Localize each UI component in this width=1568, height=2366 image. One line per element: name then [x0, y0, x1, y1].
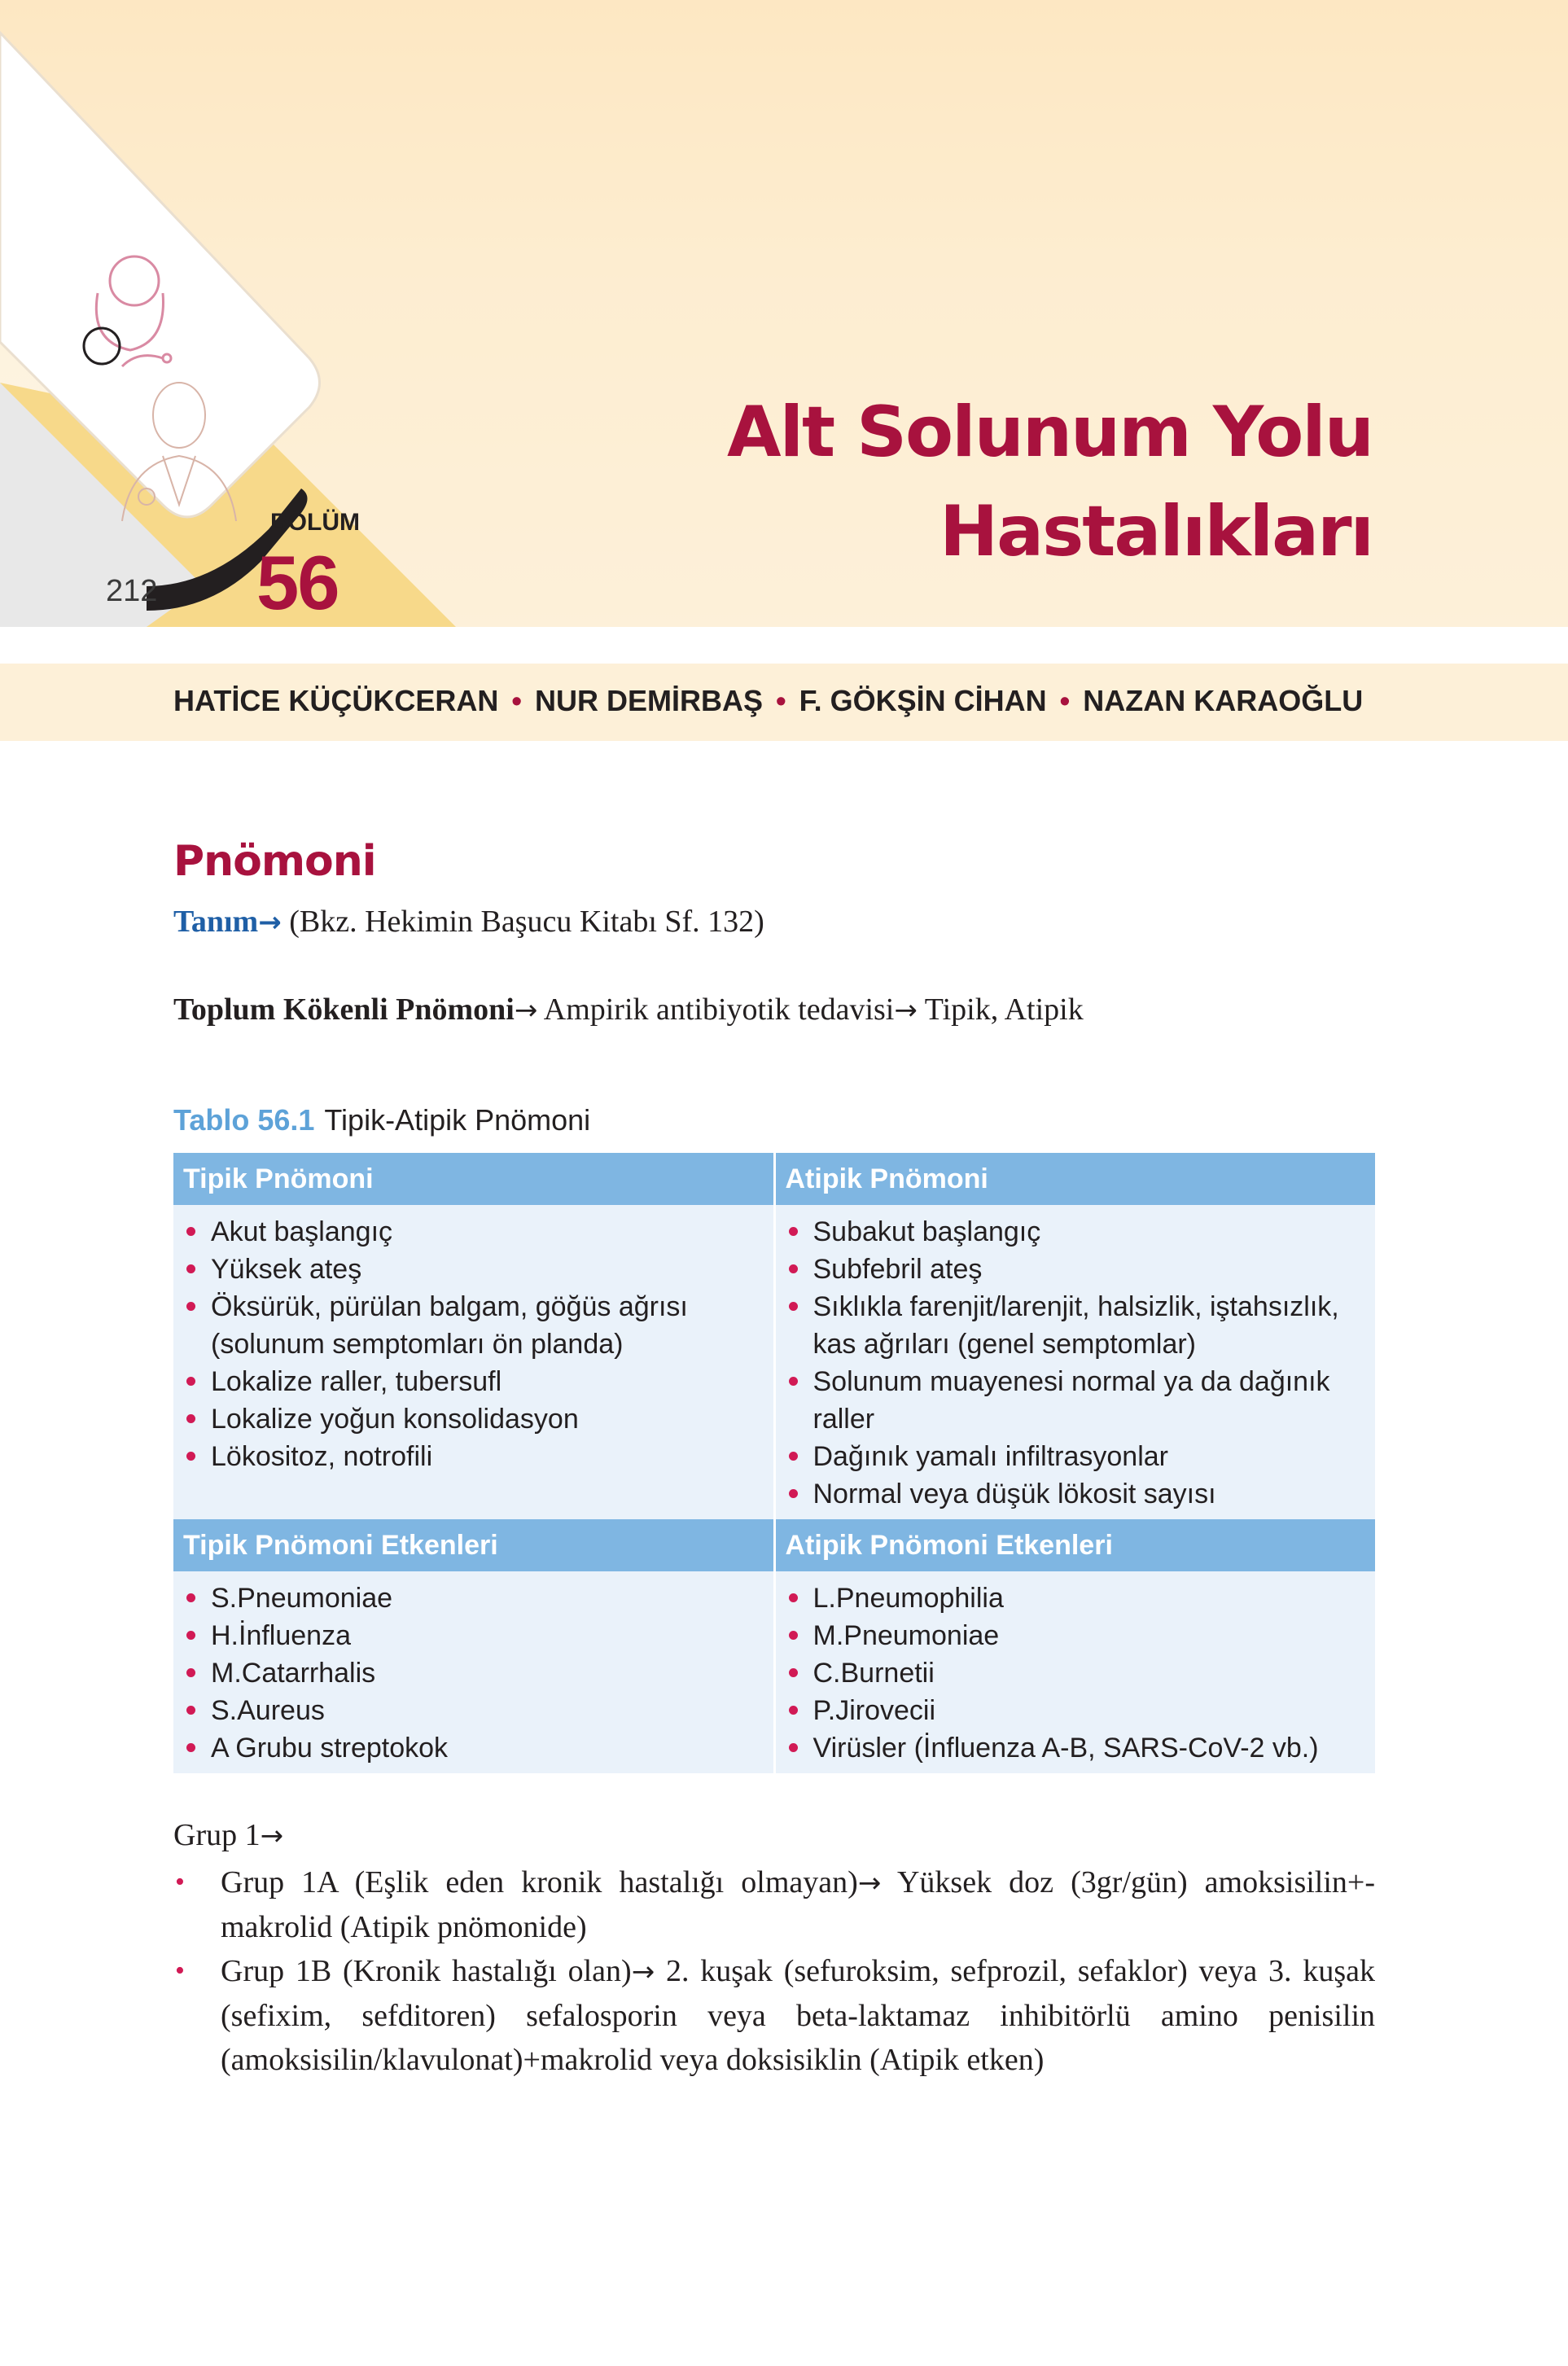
list-item: Lökositoz, notrofili [183, 1438, 764, 1475]
list-item: P.Jirovecii [786, 1692, 1366, 1729]
bullet-list [183, 1580, 764, 1767]
definition-text: (Bkz. Hekimin Başucu Kitabı Sf. 132) [289, 905, 764, 939]
arrow-icon: → [631, 1956, 655, 1988]
group-1b-text: 2. kuşak (sefuroksim, sefprozil, sefaklor) veya 3. kuşak (sefixim, sefditoren) sefalosporin veya beta-laktamaz inhibitörlü amino penisilin (amoksisilin/klavulonat)+makrolid veya doksisiklin (Atipik etken) [221, 1954, 1375, 2077]
pneumonia-comparison-table [173, 1153, 1375, 1773]
table-row [173, 1205, 1375, 1519]
table-header-cell: Tipik Pnömoni Etkenleri [173, 1519, 774, 1571]
table-row [173, 1571, 1375, 1773]
table-header-row [173, 1519, 1375, 1571]
definition-label: Tanım [173, 905, 259, 939]
chapter-label: BÖLÜM [270, 509, 360, 536]
arrow-icon: → [514, 994, 538, 1027]
author-separator: • [1059, 684, 1071, 717]
list-item: S.Pneumoniae [183, 1580, 764, 1617]
list-item: H.İnfluenza [183, 1617, 764, 1654]
author-name: NAZAN KARAOĞLU [1083, 684, 1364, 717]
group-1a-text: Yüksek doz (3gr/gün) amoksisilin+-makrolid (Atipik pnömonide) [221, 1865, 1375, 1944]
section-heading: Pnömoni [173, 837, 376, 886]
community-pneumonia-types: Tipik, Atipik [924, 992, 1084, 1027]
list-item [173, 1860, 1375, 1949]
arrow-icon: → [258, 906, 282, 939]
chapter-title-line1: Alt Solunum Yolu [727, 392, 1373, 473]
list-item: A Grubu streptokok [183, 1729, 764, 1767]
author-separator: • [511, 684, 522, 717]
author-name: F. GÖKŞİN CİHAN [799, 684, 1047, 717]
group-1a-label: Grup 1A (Eşlik eden kronik hastalığı olmayan) [221, 1865, 858, 1899]
chapter-title-line2: Hastalıkları [939, 491, 1373, 572]
table-header-cell: Atipik Pnömoni Etkenleri [774, 1519, 1375, 1571]
list-item: Lokalize yoğun konsolidasyon [183, 1400, 764, 1438]
list-item: Akut başlangıç [183, 1213, 764, 1251]
table-cell [173, 1571, 774, 1773]
community-pneumonia-line [173, 992, 1084, 1027]
list-item: Yüksek ateş [183, 1251, 764, 1288]
table-caption-text: Tipik-Atipik Pnömoni [324, 1103, 591, 1137]
table-caption [173, 1103, 590, 1137]
author-name: NUR DEMİRBAŞ [534, 684, 763, 717]
table-header-cell: Tipik Pnömoni [173, 1153, 774, 1205]
bullet-list [786, 1213, 1366, 1513]
list-item: Normal veya düşük lökosit sayısı [786, 1475, 1366, 1513]
bullet-list [183, 1213, 764, 1475]
list-item: S.Aureus [183, 1692, 764, 1729]
chapter-number: 56 [256, 540, 339, 625]
group-list [173, 1860, 1375, 2082]
list-item: C.Burnetii [786, 1654, 1366, 1692]
list-item: Virüsler (İnfluenza A-B, SARS-CoV-2 vb.) [786, 1729, 1366, 1767]
list-item: Subakut başlangıç [786, 1213, 1366, 1251]
list-item: M.Pneumoniae [786, 1617, 1366, 1654]
page-number: 212 [106, 574, 158, 608]
bullet-list [786, 1580, 1366, 1767]
community-pneumonia-text: Ampirik antibiyotik tedavisi [543, 992, 895, 1027]
table-cell [774, 1205, 1375, 1519]
list-item: Dağınık yamalı infiltrasyonlar [786, 1438, 1366, 1475]
list-item: Lokalize raller, tubersufl [183, 1363, 764, 1400]
table-cell [774, 1571, 1375, 1773]
group-heading-text: Grup 1 [173, 1818, 261, 1852]
list-item: Solunum muayenesi normal ya da dağınık raller [786, 1363, 1366, 1438]
author-list [173, 684, 1363, 718]
table-caption-label: Tablo 56.1 [173, 1103, 315, 1137]
table-header-cell: Atipik Pnömoni [774, 1153, 1375, 1205]
list-item: Subfebril ateş [786, 1251, 1366, 1288]
group-1b-label: Grup 1B (Kronik hastalığı olan) [221, 1954, 632, 1988]
arrow-icon: → [857, 1867, 882, 1899]
arrow-icon: → [260, 1820, 284, 1852]
list-item: M.Catarrhalis [183, 1654, 764, 1692]
community-pneumonia-label: Toplum Kökenli Pnömoni [173, 992, 515, 1027]
table-header-row [173, 1153, 1375, 1205]
chapter-title [727, 383, 1373, 581]
group-heading [173, 1817, 283, 1853]
definition-line [173, 904, 764, 940]
list-item: L.Pneumophilia [786, 1580, 1366, 1617]
list-item: Sıklıkla farenjit/larenjit, halsizlik, iştahsızlık, kas ağrıları (genel semptomlar) [786, 1288, 1366, 1363]
author-separator: • [776, 684, 786, 717]
arrow-icon: → [894, 994, 918, 1027]
list-item: Öksürük, pürülan balgam, göğüs ağrısı (solunum semptomları ön planda) [183, 1288, 764, 1363]
author-name: HATİCE KÜÇÜKCERAN [173, 684, 499, 717]
list-item [173, 1949, 1375, 2082]
table-cell [173, 1205, 774, 1519]
